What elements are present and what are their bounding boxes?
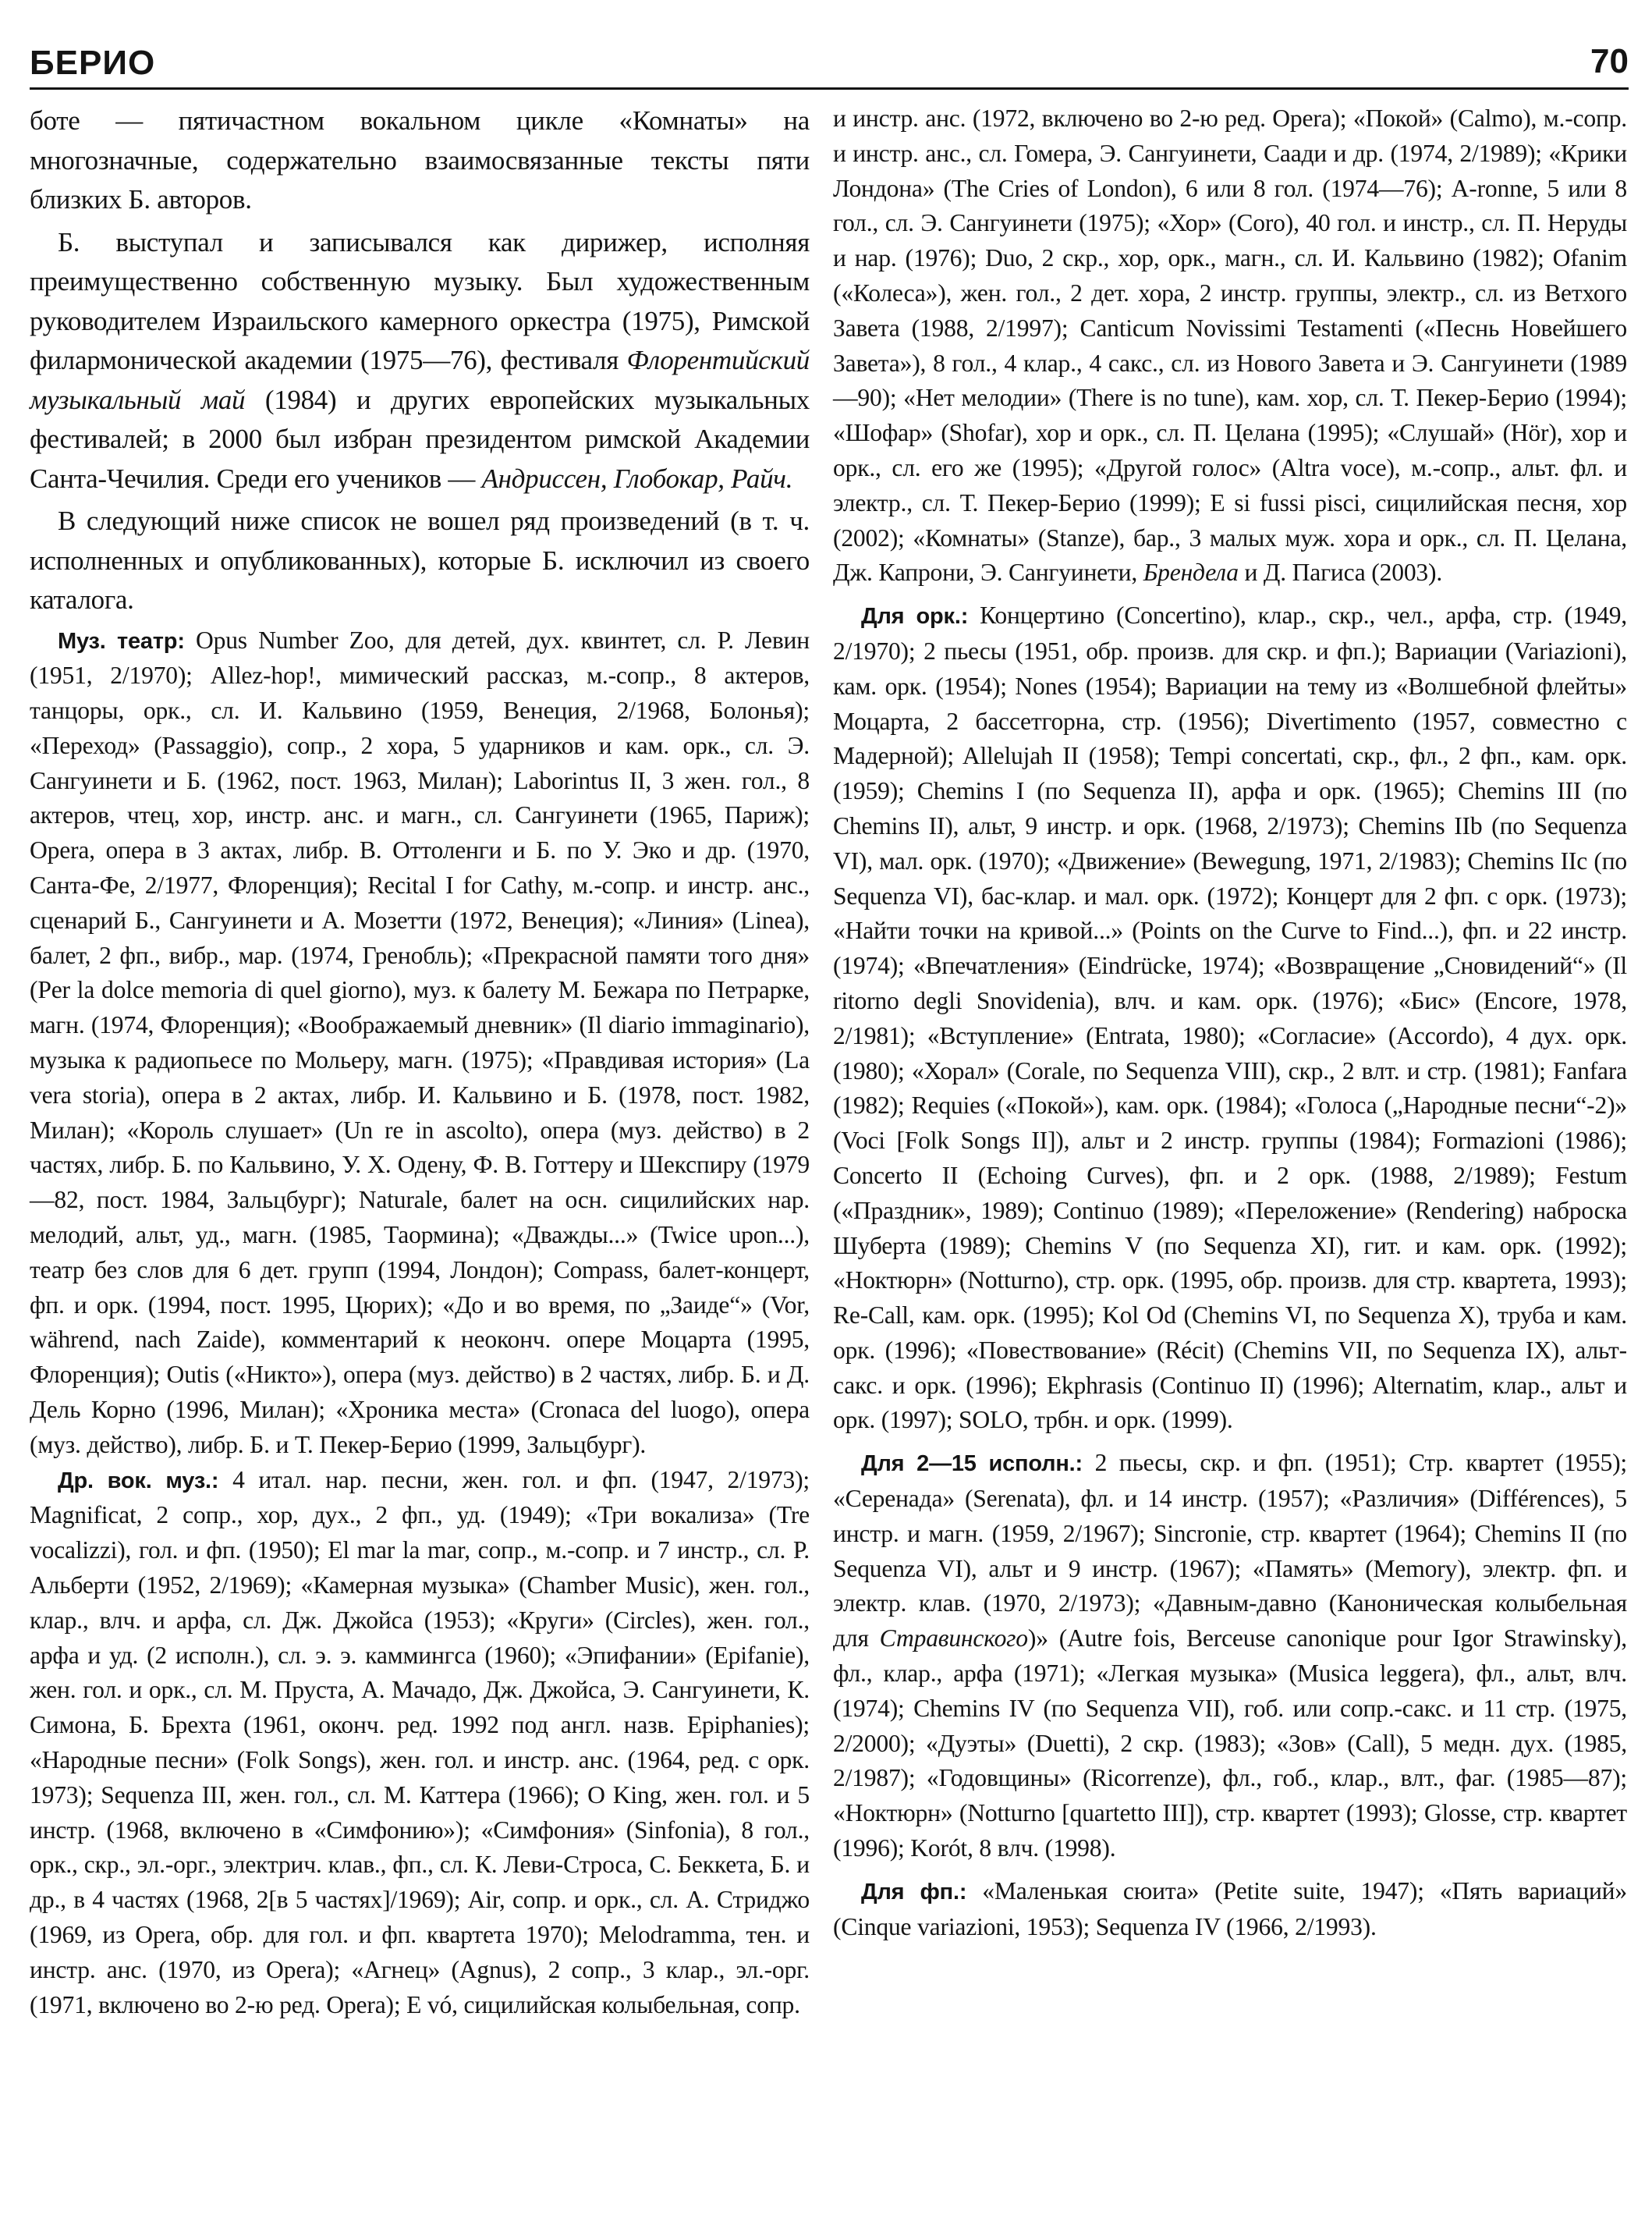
section-text: Концертино (Concertino), клар., скр., чел., арфа, стр. (1949, 2/1970); 2 пьесы (1951, обр. произв. для скр. и фп.); Вариации (Variazioni), кам. орк. (1954); Nones (1954); Вариации на тему из «Волшебной флейты» Моцарта, 2 бассетгорна, стр. (1956); Divertimento (1957, совместно с Мадерной); Allelujah II (1958); Tempi concertati, скр., фл., 2 фп., кам. орк. (1959); Chemins I (по Sequenza II), арфа и орк. (1965); Chemins III (по Chemins II), альт, 9 инстр. и орк. (1968, 2/1973); Chemins IIb (по Sequenza VI), мал. орк. (1970); «Движение» (Bewegung, 1971, 2/1983); Chemins IIc (по Sequenza VI), бас-клар. и мал. орк. (1972); Концерт для 2 фп. с орк. (1973); «Найти точки на кривой...» (Points on the Curve to Find...), фп. и 22 инстр. (1974); «Впечатления» (Eindrücke, 1974); «Возвращение „Сновидений“» (Il ritorno degli Snovidenia), влч. и кам. орк. (1976); «Бис» (Encore, 1978, 2/1981); «Вступление» (Entrata, 1980); «Согласие» (Accordo), 4 дух. орк. (1980); «Хорал» (Corale, по Sequenza VIII), скр., 2 влт. и стр. (1981); Fanfara (1982); Requies («Покой»), кам. орк. (1984); «Голоса („Народные песни“-2)» (Voci [Folk Songs II]), альт и 2 инстр. группы (1984); Formazioni (1986); Concerto II (Echoing Curves), фп. и 2 орк. (1988, 2/1989); Festum («Праздник», 1989); Continuo (1989); «Переложение» (Rendering) наброска Шуберта (1989); Chemins V (по Sequenza XI), гит. и кам. орк. (1992); «Ноктюрн» (Notturno), стр. орк. (1995, обр. произв. для стр. квартета, 1993); Re-Call, кам. орк. (1995); Kol Od (Chemins VI, по Sequenza X), труба и кам. орк. (1996); «Повествование» (Récit) (Chemins VII, по Sequenza IX), альт-сакс. и орк. (1996); Ekphrasis (Continuo II) (1996); Alternatim, клар., альт и орк. (1997); SOLO, трбн. и орк. (1999). xyxy=(833,602,1627,1434)
vocal-list-continuation xyxy=(833,101,1627,591)
paragraph-cycle-continuation xyxy=(30,101,810,220)
section-heading: Для орк.: xyxy=(861,604,969,630)
section-heading: Для фп.: xyxy=(861,1879,967,1905)
section-text: )» (Autre fois, Berceuse canonique pour Igor Strawinsky), фл., клар., арфа (1971); «Легкая музыка» (Musica leggera), фл., альт, влч. (1974); Chemins IV (по Sequenza VII), гоб. или сопр.-сакс. и 11 стр. (1975, 2/2000); «Дуэты» (Duetti), 2 скр. (1983); «Зов» (Call), 5 медн. дух. (1985, 2/1987); «Годовщины» (Ricorrenze), фл., гоб., клар., влт., фаг. (1985—87); «Ноктюрн» (Notturno [quartetto III]), стр. квартет (1993); Glosse, стр. квартет (1996); Korót, 8 влч. (1998). xyxy=(833,1624,1627,1862)
section-vocal-music xyxy=(30,1463,810,2023)
head-word: БЕРИО xyxy=(30,44,156,82)
left-column xyxy=(30,101,810,2022)
section-heading: Для 2—15 исполн.: xyxy=(861,1451,1083,1477)
section-orchestra xyxy=(833,598,1627,1438)
dedicatee-name: Стравинского xyxy=(879,1624,1028,1652)
paragraph-list-note xyxy=(30,502,810,620)
paragraph-text: В следующий ниже список не вошел ряд произведений (в т. ч. исполненных и опубликованных), которые Б. исключил из своего каталога. xyxy=(30,506,810,615)
section-piano xyxy=(833,1874,1627,1945)
section-text: и инстр. анс. (1972, включено во 2-ю ред. Opera); «Покой» (Calmo), м.-сопр. и инстр. анс., сл. Гомера, Э. Сангуинети, Саади и др. (1974, 2/1989); «Крики Лондона» (The Cries of London), 6 или 8 гол. (1974—76); A-ronne, 5 или 8 гол., сл. Э. Сангуинети (1975); «Хор» (Coro), 40 гол. и инстр., сл. П. Неруды и нар. (1976); Duo, 2 скр., хор, орк., магн., сл. И. Кальвино (1982); Ofanim («Колеса»), жен. гол., 2 дет. хора, 2 инстр. группы, электр., сл. из Ветхого Завета (1988, 2/1997); Canticum Novissimi Testamenti («Песнь Новейшего Завета»), 8 гол., 4 клар., 4 сакс., сл. из Нового Завета и Э. Сангуинети (1989—90); «Нет мелодии» (There is no tune), кам. хор, сл. Т. Пекер-Берио (1994); «Шофар» (Shofar), хор и орк., сл. П. Целана (1995); «Слушай» (Hör), хор и орк., сл. его же (1995); «Другой голос» (Altra voce), м.-сопр., альт. фл. и электр., сл. Т. Пекер-Берио (1999); E si fussi pisci, сицилийская песня, хор (2002); «Комнаты» (Stanze), бар., 3 малых муж. хора и орк., сл. П. Целана, Дж. Капрони, Э. Сангуинети, xyxy=(833,105,1627,587)
author-name: Брендела xyxy=(1143,559,1239,587)
students-names: Андриссен, Глобокар, Райч. xyxy=(481,463,793,494)
section-text: 2 пьесы, скр. и фп. (1951); Стр. квартет (1955); «Серенада» (Serenata), фл. и 14 инстр. (1957); «Различия» (Différences), 5 инстр. и магн. (1959, 2/1967); Sincronie, стр. квартет (1964); Chemins II (по Sequenza VI), альт и 9 инстр. (1967); «Память» (Memory), электр. фп. и электр. клав. (1970, 2/1973); «Давным-давно (Каноническая колыбельная для xyxy=(833,1449,1627,1652)
header-rule xyxy=(30,87,1629,90)
paragraph-text: (1984) и других европейских музыкальных фестивалей; в 2000 был избран президентом римской Академии Санта-Чечилия. Среди его учеников — xyxy=(30,384,810,494)
section-heading: Муз. театр: xyxy=(58,628,185,654)
right-column xyxy=(833,101,1627,1944)
section-text: Opus Number Zoo, для детей, дух. квинтет, сл. Р. Левин (1951, 2/1970); Allez-hop!, мимический рассказ, м.-сопр., 8 актеров, танцоры, орк., сл. И. Кальвино (1959, Венеция, 2/1968, Болонья); «Переход» (Passaggio), сопр., 2 хора, 5 ударников и кам. орк., сл. Э. Сангуинети и Б. (1962, пост. 1963, Милан); Laborintus II, 3 жен. гол., 8 актеров, чтец, хор, инстр. анс. и магн., сл. Сангуинети (1965, Париж); Opera, опера в 3 актах, либр. В. Оттоленги и Б. по У. Эко и др. (1970, Санта-Фе, 2/1977, Флоренция); Recital I for Cathy, м.-сопр. и инстр. анс., сценарий Б., Сангуинети и А. Мозетти (1972, Венеция); «Линия» (Linea), балет, 2 фп., вибр., мар. (1974, Гренобль); «Прекрасной памяти того дня» (Per la dolce memoria di quel giorno), муз. к балету М. Бежара по Петрарке, магн. (1974, Флоренция); «Воображаемый дневник» (Il diario immaginario), музыка к радиопьесе по Мольеру, магн. (1975); «Правдивая история» (La vera storia), опера в 2 актах, либр. И. Кальвино и Б. (1978, пост. 1982, Милан); «Король слушает» (Un re in ascolto), опера (муз. действо) в 2 частях, либр. Б. по Кальвино, У. Х. Одену, Ф. В. Готтеру и Шекспиру (1979—82, пост. 1984, Зальцбург); Naturale, балет на осн. сицилийских нар. мелодий, альт, уд., магн. (1985, Таормина); «Дважды...» (Twice upon...), театр без слов для 6 дет. групп (1994, Лондон); Compass, балет-концерт, фп. и орк. (1994, пост. 1995, Цюрих); «До и во время, по „Заиде“» (Vor, während, nach Zaide), комментарий к неоконч. опере Моцарта (1995, Флоренция); Outis («Никто»), опера (муз. действо) в 2 частях, либр. Б. и Д. Дель Корно (1996, Милан); «Хроника места» (Cronaca del luogo), опера (муз. действо), либр. Б. и Т. Пекер-Берио (1999, Зальцбург). xyxy=(30,626,810,1458)
section-text: 4 итал. нар. песни, жен. гол. и фп. (1947, 2/1973); Magnificat, 2 сопр., хор, дух., 2 фп., уд. (1949); «Три вокализа» (Tre vocalizzi), гол. и фп. (1950); El mar la mar, сопр., м.-сопр. и 7 инстр., сл. Р. Альберти (1952, 2/1969); «Камерная музыка» (Chamber Music), жен. гол., клар., влч. и арфа, сл. Дж. Джойса (1953); «Круги» (Circles), жен. гол., арфа и уд. (2 исполн.), сл. э. э. каммингса (1960); «Эпифании» (Epifanie), жен. гол. и орк., сл. М. Пруста, А. Мачадо, Дж. Джойса, Э. Сангуинети, К. Симона, Б. Брехта (1961, оконч. ред. 1992 под англ. назв. Epiphanies); «Народные песни» (Folk Songs), жен. гол. и инстр. анс. (1964, ред. с орк. 1973); Sequenza III, жен. гол., сл. М. Каттера (1966); O King, жен. гол. и 5 инстр. (1968, включено в «Симфонию»); «Симфония» (Sinfonia), 8 гол., орк., скр., эл.-орг., электрич. клав., фп., сл. К. Леви-Строса, С. Беккета, Б. и др., в 4 частях (1968, 2[в 5 частях]/1969); Air, сопр. и орк., сл. А. Стриджо (1969, из Opera, обр. для гол. и фп. квартета 1970); Melodramma, тен. и инстр. анс. (1970, из Opera); «Агнец» (Agnus), 2 сопр., 3 клар., эл.-орг. (1971, включено во 2-ю ред. Opera); E vó, сицилийская колыбельная, сопр. xyxy=(30,1465,810,2018)
section-heading: Др. вок. муз.: xyxy=(58,1468,219,1493)
running-head xyxy=(30,41,1629,89)
paragraph-text: Б. выступал и записывался как дирижер, исполняя преимущественно собственную музыку. Был художественным руководителем Израильского камерного оркестра (1975), Римской филармонической академии (1975—76), фестиваля xyxy=(30,226,810,375)
page-number: 70 xyxy=(1590,42,1629,80)
paragraph-conductor xyxy=(30,223,810,499)
section-music-theatre xyxy=(30,623,810,1463)
section-ensemble xyxy=(833,1446,1627,1866)
section-text: и Д. Пагиса (2003). xyxy=(1238,559,1443,587)
paragraph-text: боте — пятичастном вокальном цикле «Комнаты» на многозначные, содержательно взаимосвязанные тексты пяти близких Б. авторов. xyxy=(30,105,810,215)
section-text: «Маленькая сюита» (Petite suite, 1947); «Пять вариаций» (Cinque variazioni, 1953); Sequenza IV (1966, 2/1993). xyxy=(833,1876,1627,1940)
festival-name: Флорентийский музыкальный май xyxy=(30,345,810,415)
